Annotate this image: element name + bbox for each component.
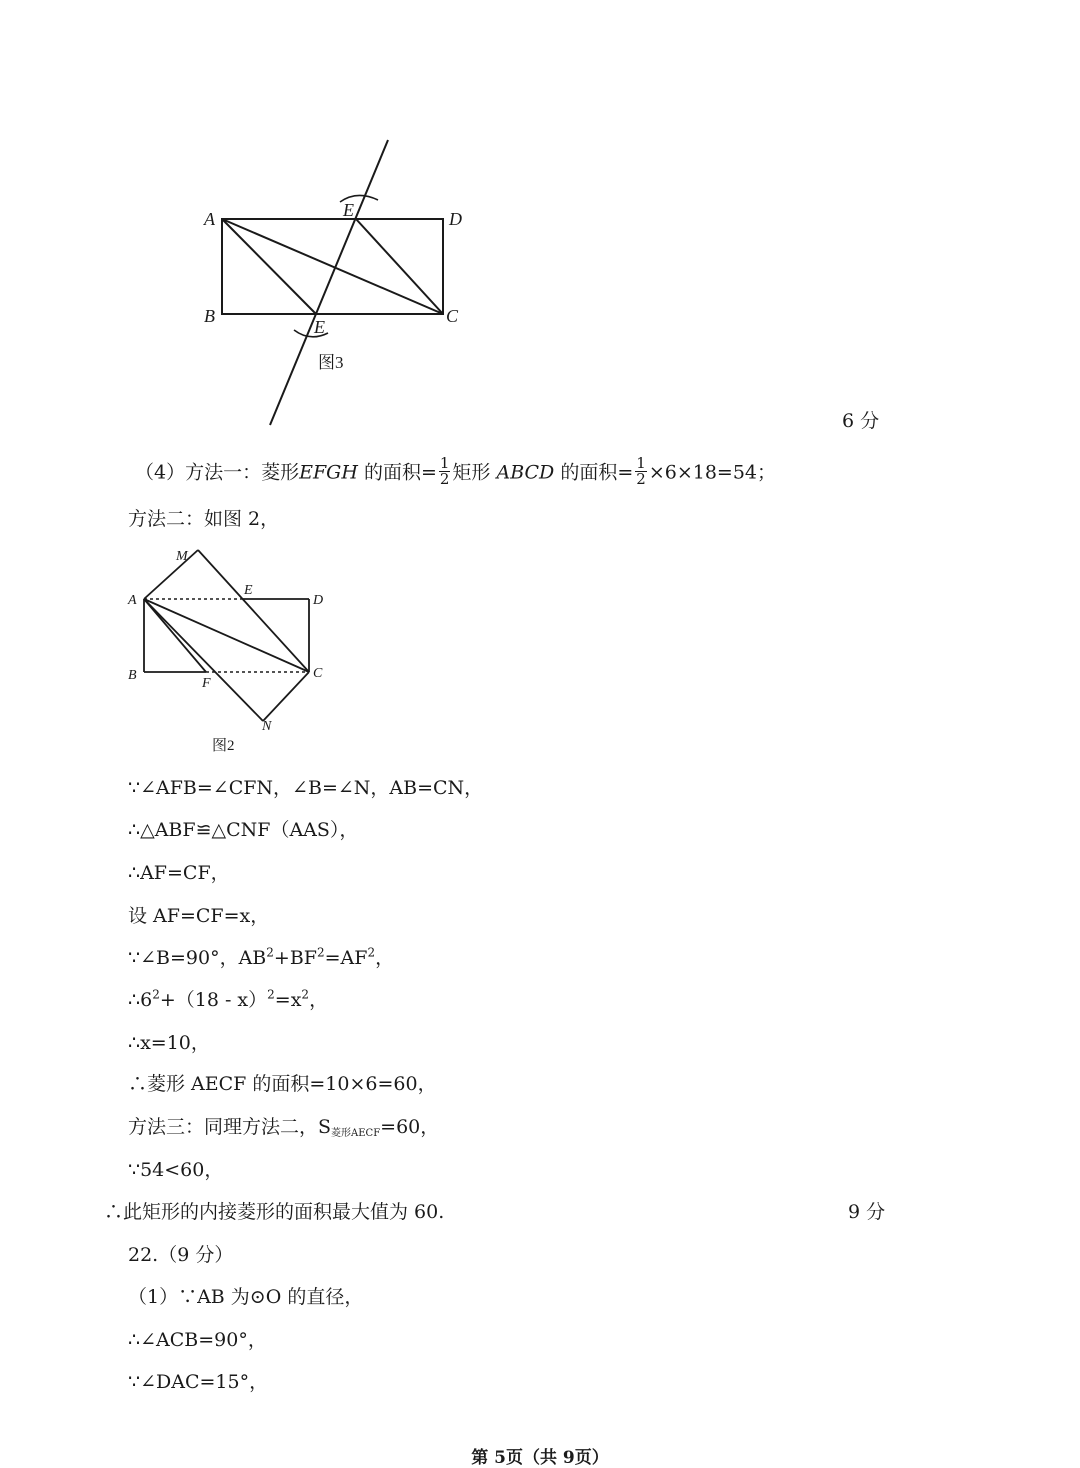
step-equation: $\therefore 6^2+(18 - x)^2=x^2$， [128, 987, 329, 1011]
segment-ec [356, 219, 443, 314]
label-c: C [313, 666, 323, 681]
segment-af [222, 219, 316, 314]
label-f: F [202, 676, 211, 691]
step-compare: ∵54<60， [128, 1159, 224, 1181]
step-let-x: 设 AF=CF=x， [128, 905, 270, 927]
step-congruent-angles: ∵∠AFB=∠CFN，∠B=∠N，AB=CN， [128, 777, 484, 799]
step-af-equals-cf: ∴AF=CF， [128, 862, 230, 884]
score-marker-6 [560, 408, 879, 434]
segment-nc [263, 672, 309, 721]
step-congruent-triangles: ∴△ABF≌△CNF（AAS）， [128, 819, 359, 841]
label-d: D [449, 209, 462, 229]
score-9-label: 9 分 [848, 1201, 886, 1223]
score-marker-9 [566, 1199, 885, 1225]
step-solve-x: ∴x=10， [128, 1032, 210, 1054]
page-footer: 第 5页（共 9页） [471, 1448, 609, 1468]
score-6-label: 6 分 [842, 410, 880, 432]
label-e: E [244, 583, 253, 598]
segment-af [144, 599, 206, 672]
figure-3-caption: 图3 [318, 353, 344, 372]
label-b: B [128, 668, 137, 683]
label-a: A [204, 209, 215, 229]
diagonal-ac [144, 599, 309, 672]
q22-step-dac: ∵∠DAC=15°， [128, 1371, 269, 1393]
method-three-line: 方法三：同理方法二，S菱形AECF=60， [128, 1116, 440, 1139]
fraction-half-2: $\frac{1}{2}$ [636, 454, 646, 488]
dot-leader [560, 408, 842, 434]
label-n: N [262, 719, 272, 734]
figure-3 [190, 130, 490, 430]
segment-an [144, 599, 263, 721]
label-b: B [204, 306, 215, 326]
conclusion-line: ∴此矩形的内接菱形的面积最大值为 60. [104, 1201, 445, 1223]
diagonal-ac [222, 219, 443, 314]
question-22-title: 22.（9 分） [128, 1244, 234, 1266]
label-d: D [313, 593, 324, 608]
label-c: C [446, 306, 459, 326]
dot-leader [566, 1199, 848, 1225]
step-area-rhombus: ∴菱形 AECF 的面积=10×6=60， [128, 1073, 437, 1095]
label-e-bottom: E [314, 317, 325, 337]
figure-2-caption: 图2 [212, 738, 235, 754]
q22-step-right-angle: ∴∠ACB=90°， [128, 1329, 267, 1351]
label-m: M [176, 549, 188, 564]
segment-am [144, 550, 198, 599]
figure-3-diagram [190, 130, 490, 430]
q22-step-diameter: （1）∵AB 为⊙O 的直径， [128, 1286, 364, 1308]
step-pythagoras: ∵∠B=90°，$AB^2+BF^2=AF^2$， [128, 945, 395, 969]
label-a: A [128, 593, 137, 608]
method-two-line: 方法二：如图 2， [128, 508, 280, 530]
figure-2 [120, 540, 340, 760]
method-one-line: （4）方法一：菱形EFGH 的面积= $\frac{1}{2}$ 矩形 ABCD 的面积= $\frac{1}{2}$ ×6×18=54； [135, 454, 777, 488]
label-e-top: E [343, 200, 354, 220]
segment-mc [198, 550, 309, 672]
figure-2-diagram [120, 540, 340, 760]
fraction-half: $\frac{1}{2}$ [439, 454, 450, 488]
